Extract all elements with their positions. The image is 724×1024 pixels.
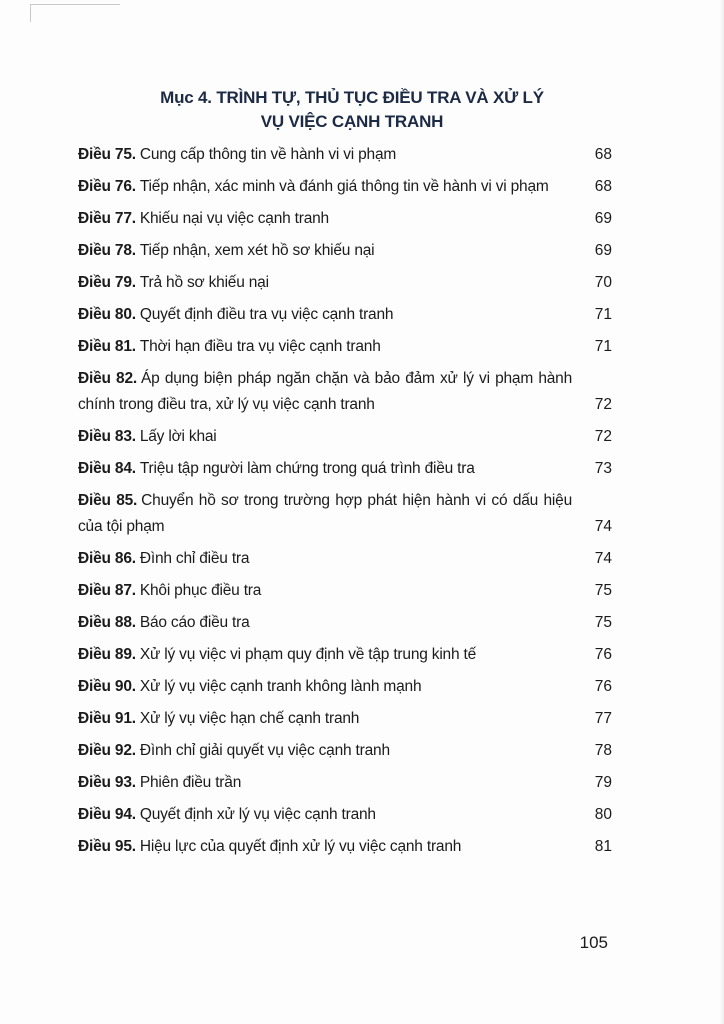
toc-entry-text [78,578,586,604]
toc-entry-text [78,456,586,482]
toc-entry [78,206,612,232]
toc-entry [78,834,612,860]
article-title: Khôi phục điều tra [139,582,262,599]
toc-entry-text [78,488,586,540]
toc-entry-text [78,546,586,572]
article-number: Điều 84. [78,460,136,477]
article-title: Xử lý vụ việc cạnh tranh không lành mạnh [139,678,422,695]
toc-entry-text [78,424,586,450]
section-heading-line-1: Mục 4. TRÌNH TỰ, THỦ TỤC ĐIỀU TRA VÀ XỬ LÝ [160,88,544,107]
toc-entry-text [78,302,586,328]
article-title: Hiệu lực của quyết định xử lý vụ việc cạnh tranh [139,838,462,855]
article-number: Điều 76. [78,178,136,195]
article-page-number: 75 [594,614,612,631]
article-page-number: 80 [594,806,612,823]
article-page-number: 71 [594,306,612,323]
scan-edge-mark [30,4,120,5]
article-page-number: 76 [594,646,612,663]
toc-entry [78,738,612,764]
article-number: Điều 87. [78,582,136,599]
article-page-number: 79 [594,774,612,791]
article-page-number: 72 [594,396,612,413]
article-title: Thời hạn điều tra vụ việc cạnh tranh [139,338,381,355]
toc-entry-text [78,642,586,668]
toc-entry [78,424,612,450]
toc-entry-text [78,674,586,700]
article-page-number: 74 [594,550,612,567]
article-title: Cung cấp thông tin về hành vi vi phạm [139,146,397,163]
article-number: Điều 80. [78,306,136,323]
article-number: Điều 91. [78,710,136,727]
toc-entry [78,456,612,482]
article-number: Điều 78. [78,242,136,259]
toc-entry-text [78,270,586,296]
article-title: Quyết định xử lý vụ việc cạnh tranh [139,806,376,823]
toc-entry-text [78,366,586,418]
article-number: Điều 83. [78,428,136,445]
toc-entry [78,238,612,264]
toc-entry [78,142,612,168]
toc-entry-text [78,206,586,232]
article-title: Quyết định điều tra vụ việc cạnh tranh [139,306,394,323]
article-title: Xử lý vụ việc hạn chế cạnh tranh [139,710,360,727]
article-number: Điều 89. [78,646,136,663]
toc-entry-text [78,706,586,732]
article-title: Triệu tập người làm chứng trong quá trình điều tra [139,460,475,477]
toc-entry-text [78,238,586,264]
toc-entry [78,802,612,828]
article-number: Điều 82. [78,370,137,387]
article-title: Xử lý vụ việc vi phạm quy định về tập trung kinh tế [139,646,477,663]
article-title: Đình chỉ giải quyết vụ việc cạnh tranh [139,742,390,759]
article-page-number: 75 [594,582,612,599]
toc-entry [78,270,612,296]
article-title: Phiên điều trần [139,774,242,791]
article-page-number: 69 [594,242,612,259]
page-edge-shadow [720,0,724,1024]
article-page-number: 77 [594,710,612,727]
toc-entry [78,334,612,360]
toc-entry [78,642,612,668]
article-page-number: 68 [594,146,612,163]
article-title: Chuyển hồ sơ trong trường hợp phát hiện hành vi có dấu hiệu của tội phạm [78,492,573,535]
article-title: Áp dụng biện pháp ngăn chặn và bảo đảm xử lý vi phạm hành chính trong điều tra, xử lý vụ việc cạnh tranh [78,370,572,413]
article-number: Điều 75. [78,146,136,163]
article-page-number: 78 [594,742,612,759]
toc-entry-text [78,802,586,828]
article-title: Báo cáo điều tra [139,614,250,631]
section-heading-line-2: VỤ VIỆC CẠNH TRANH [260,112,444,131]
page-number: 105 [579,933,608,952]
toc-entry-text [78,770,586,796]
toc-entry [78,488,612,540]
article-number: Điều 93. [78,774,136,791]
article-number: Điều 90. [78,678,136,695]
article-title: Lấy lời khai [139,428,217,445]
article-title: Đình chỉ điều tra [139,550,250,567]
toc-entry-text [78,834,586,860]
article-number: Điều 94. [78,806,136,823]
toc-entry-text [78,738,586,764]
article-page-number: 81 [594,838,612,855]
scan-edge-mark [30,4,31,22]
article-page-number: 70 [594,274,612,291]
toc-entry-text [78,610,586,636]
toc-entry-text [78,174,586,200]
toc-list [78,142,612,860]
article-title: Khiếu nại vụ việc cạnh tranh [139,210,329,227]
toc-entry [78,674,612,700]
toc-entry [78,366,612,418]
table-of-contents [78,86,612,866]
article-number: Điều 86. [78,550,136,567]
article-page-number: 74 [594,518,612,535]
toc-entry [78,706,612,732]
article-number: Điều 77. [78,210,136,227]
toc-entry [78,578,612,604]
toc-entry [78,610,612,636]
article-title: Tiếp nhận, xem xét hồ sơ khiếu nại [139,242,375,259]
article-number: Điều 92. [78,742,136,759]
toc-entry [78,302,612,328]
article-number: Điều 81. [78,338,136,355]
article-page-number: 76 [594,678,612,695]
article-page-number: 72 [594,428,612,445]
toc-entry-text [78,334,586,360]
article-title: Tiếp nhận, xác minh và đánh giá thông tin về hành vi vi phạm [139,178,549,195]
toc-entry-text [78,142,586,168]
toc-entry [78,174,612,200]
article-page-number: 69 [594,210,612,227]
article-page-number: 68 [594,178,612,195]
toc-entry [78,770,612,796]
article-title: Trả hồ sơ khiếu nại [139,274,269,291]
article-page-number: 73 [594,460,612,477]
article-number: Điều 88. [78,614,136,631]
article-number: Điều 95. [78,838,136,855]
toc-entry [78,546,612,572]
article-number: Điều 79. [78,274,136,291]
section-heading [78,86,612,134]
article-page-number: 71 [594,338,612,355]
article-number: Điều 85. [78,492,138,509]
